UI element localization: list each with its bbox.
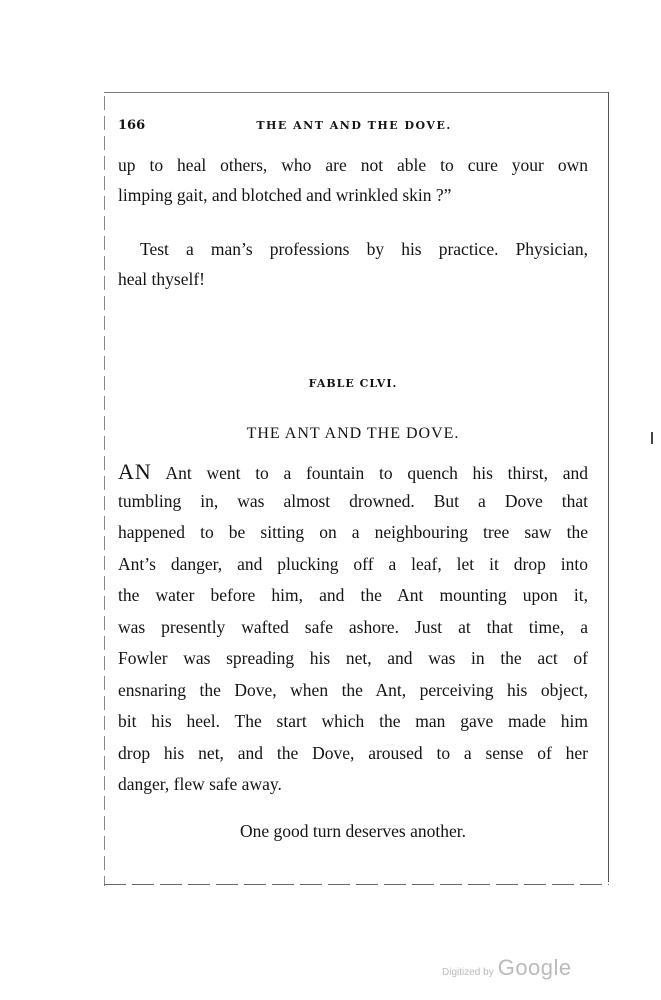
drop-cap: AN [118,459,152,484]
fable-line-text: Ant went to a fountain to quench his thirst, and [151,463,588,483]
digitized-watermark [442,955,572,981]
fable-line: Ant’s danger, and plucking off a leaf, let it drop into [118,554,588,574]
page-frame-left [104,96,105,886]
moral-line: heal thyself! [118,269,205,289]
fable-line: tumbling in, was almost drowned. But a Dove that [118,491,588,511]
text-line: limping gait, and blotched and wrinkled skin ?” [118,185,452,205]
fable-line: bit his heel. The start which the man gave made him [118,711,588,731]
fable-line: ensnaring the Dove, when the Ant, perceiving his object, [118,680,588,700]
running-title: THE ANT AND THE DOVE. [256,119,452,132]
fable-line: happened to be sitting on a neighbouring tree saw the [118,522,588,542]
page-frame-right [608,92,609,882]
fable-line: drop his net, and the Dove, aroused to a sense of her [118,743,588,763]
fable-line: Fowler was spreading his net, and was in the act of [118,648,588,668]
page-frame-bottom [104,884,609,885]
text-line: up to heal others, who are not able to cure your own [118,155,588,175]
fable-moral: One good turn deserves another. [240,821,466,841]
fable-line-first [118,459,588,485]
fable-number: FABLE CLVI. [308,377,398,390]
page-frame-top [104,92,609,93]
edge-mark [651,432,653,444]
google-logo: Google [497,955,572,980]
fable-line: danger, flew safe away. [118,774,282,794]
running-header [118,118,590,138]
fable-title: THE ANT AND THE DOVE. [246,425,460,442]
fable-line: was presently wafted safe ashore. Just at that time, a [118,617,588,637]
page-number: 166 [118,118,146,133]
fable-line: the water before him, and the Ant mounting upon it, [118,585,588,605]
digitized-by-text: Digitized by [442,967,494,978]
moral-line: Test a man’s professions by his practice. Physician, [140,239,588,259]
